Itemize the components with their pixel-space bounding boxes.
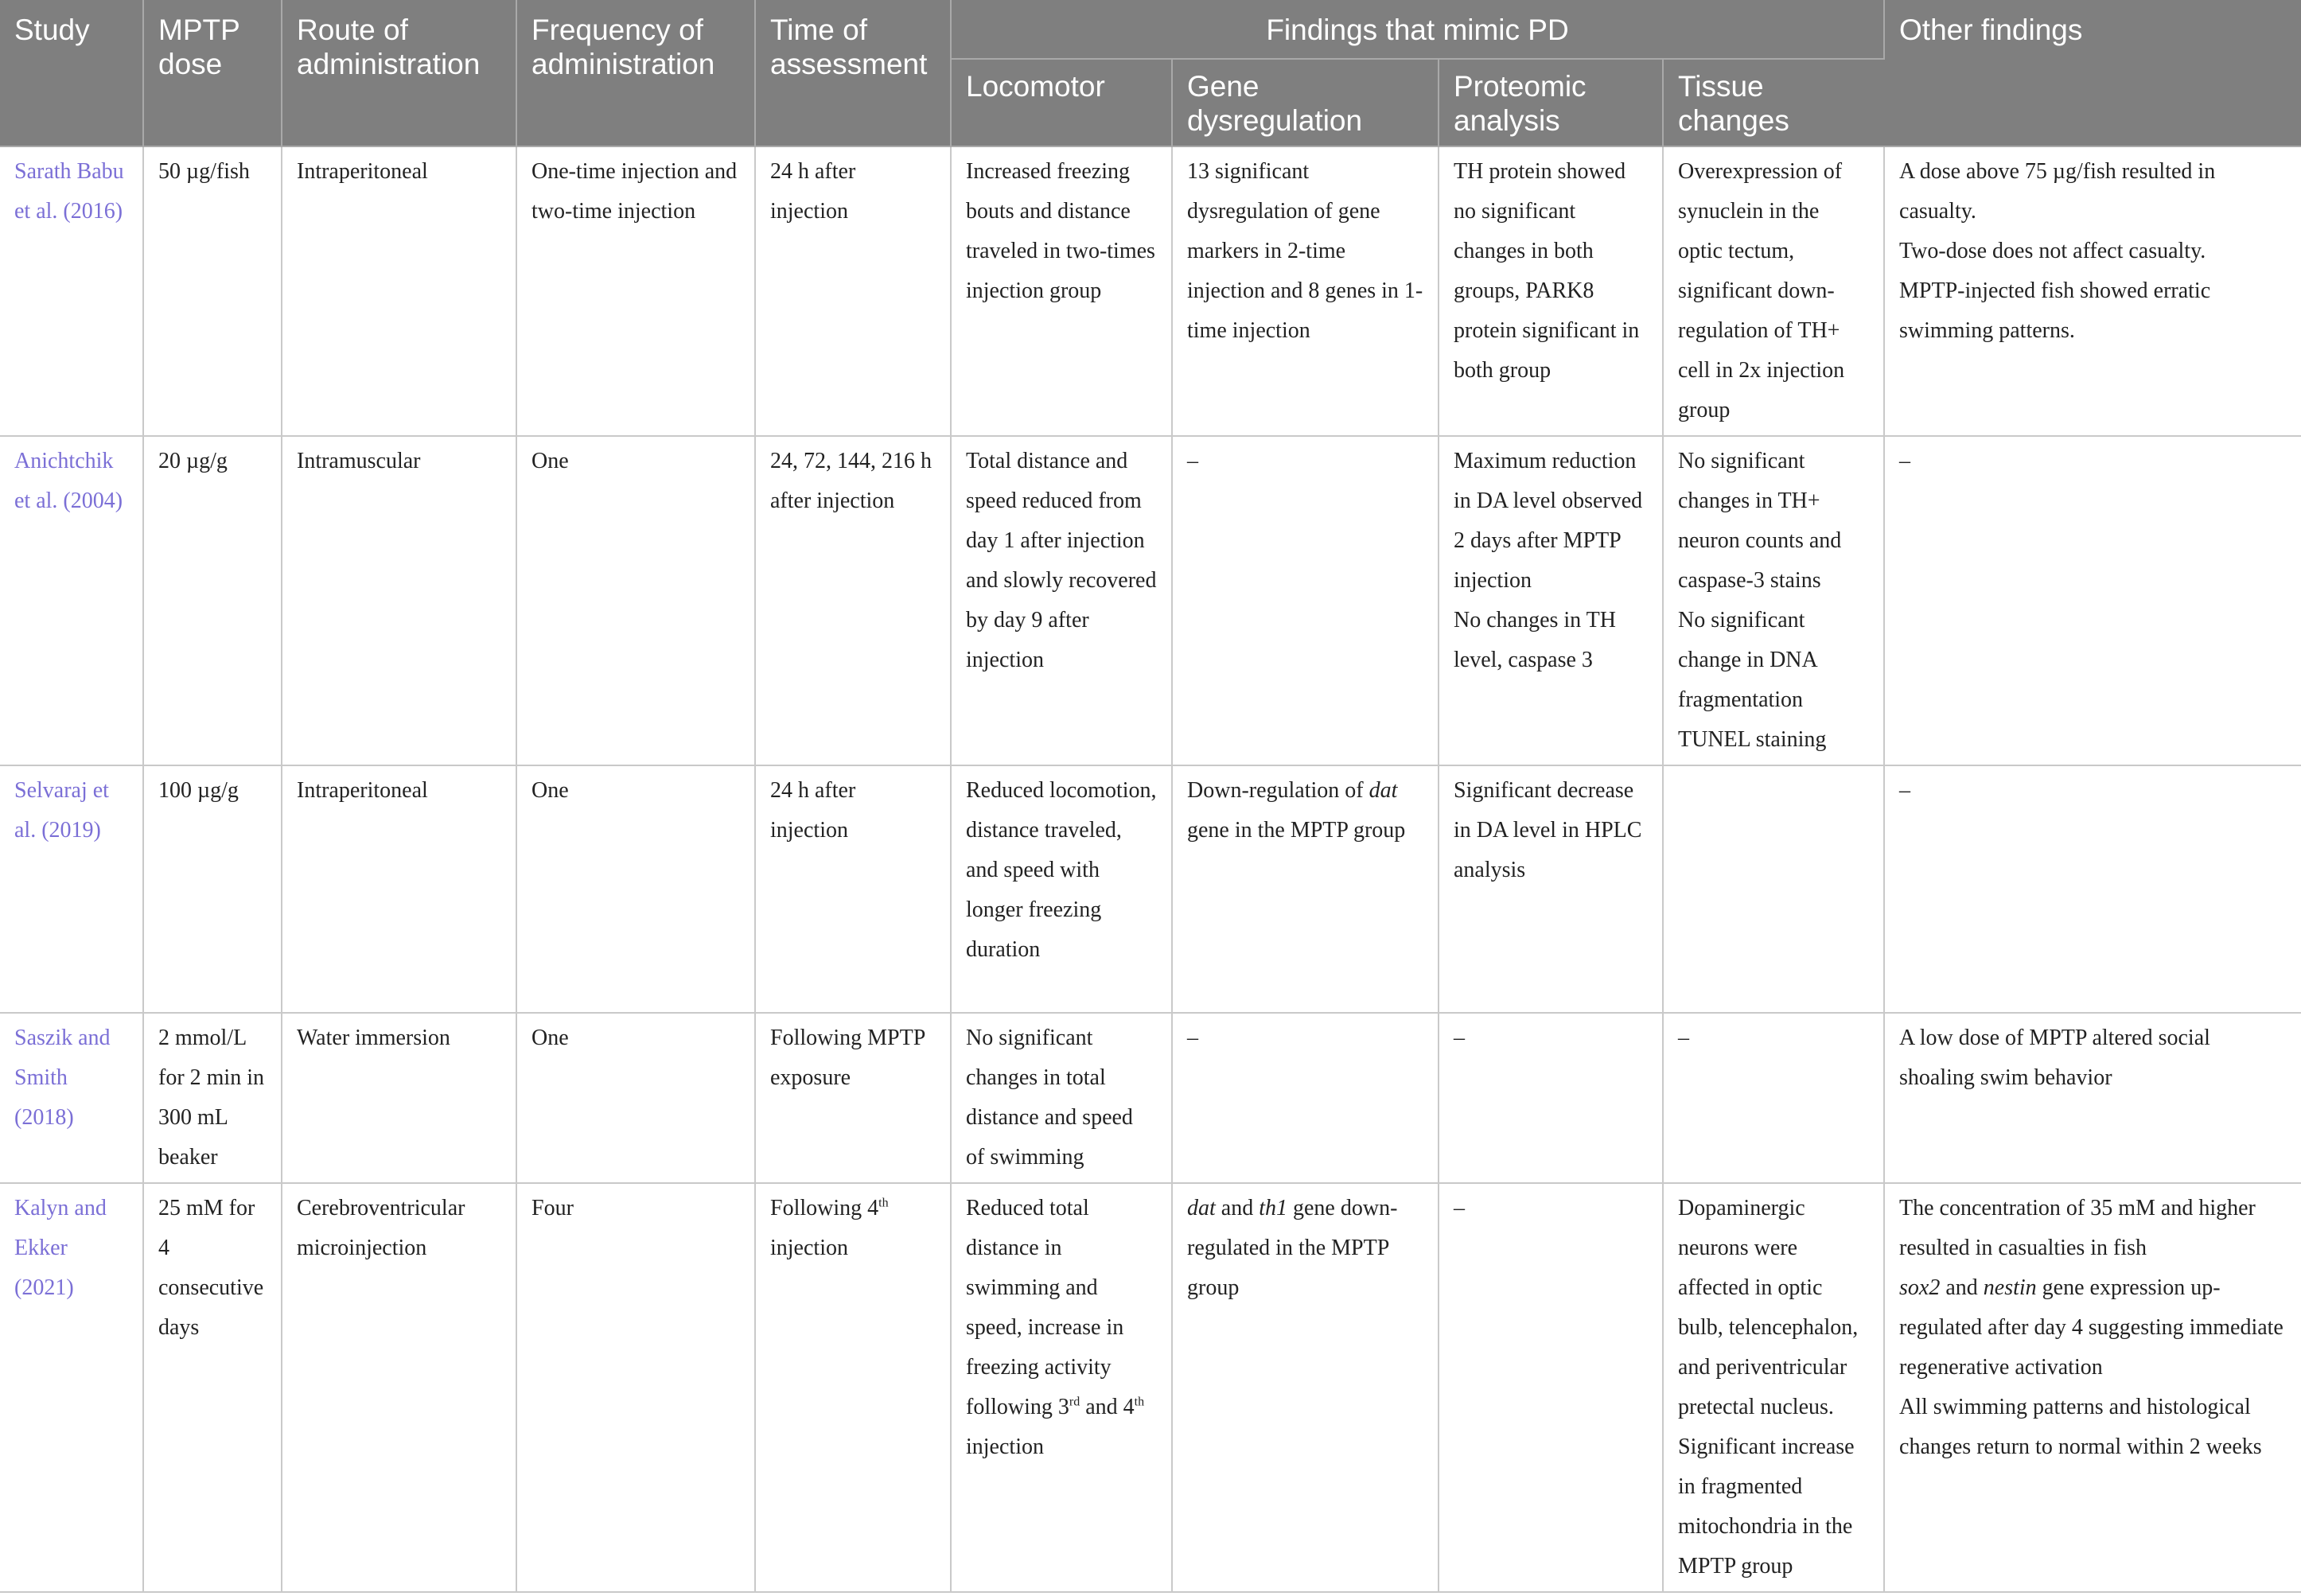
locomotor-text: and 4 [1080,1395,1135,1419]
proteomic-cell: TH protein showed no significant changes in both groups, PARK8 protein significant in both group [1439,146,1663,436]
route-cell: Intraperitoneal [282,146,516,436]
other-text: gene expression up-regulated after day 4 suggesting immediate regenerative activation [1899,1275,2283,1380]
time-cell: 24, 72, 144, 216 h after injection [755,436,951,765]
header-gene: Gene dysregulation [1172,59,1439,146]
locomotor-cell: Increased freezing bouts and distance traveled in two-times injection group [951,146,1172,436]
header-route: Route of administration [282,0,516,146]
other-cell: A low dose of MPTP altered social shoaling swim behavior [1884,1013,2301,1183]
gene-text: Down-regulation of [1187,778,1369,803]
proteomic-line: Maximum reduction in DA level observed 2 days after MPTP injection [1454,449,1643,593]
tissue-cell: Overexpression of synuclein in the optic tectum, significant down-regulation of TH+ cell in 2x injection group [1663,146,1884,436]
header-proteomic: Proteomic analysis [1439,59,1663,146]
other-italic: nestin [1983,1275,2037,1300]
time-sup: th [878,1196,889,1210]
proteomic-cell [1439,436,1663,765]
tissue-cell [1663,436,1884,765]
proteomic-line: No changes in TH level, caspase 3 [1454,608,1616,672]
locomotor-cell: No significant changes in total distance and speed of swimming [951,1013,1172,1183]
time-cell [755,1183,951,1592]
dose-cell: 20 µg/g [143,436,282,765]
time-text: Following 4 [770,1196,879,1220]
gene-italic: th1 [1259,1196,1287,1220]
gene-cell: – [1172,436,1439,765]
other-line: The concentration of 35 mM and higher resulted in casualties in fish [1899,1196,2256,1260]
gene-cell [1172,1183,1439,1592]
gene-italic: dat [1187,1196,1216,1220]
frequency-cell: One [516,1013,755,1183]
other-line [1899,1268,2287,1388]
header-locomotor: Locomotor [951,59,1172,146]
gene-italic: dat [1369,778,1398,803]
dose-cell: 25 mM for 4 consecutive days [143,1183,282,1592]
study-link[interactable]: Sarath Babu et al. (2016) [0,146,143,436]
locomotor-cell: Reduced locomotion, distance traveled, and speed with longer freezing duration [951,765,1172,1013]
table-header [0,0,2301,146]
proteomic-cell: – [1439,1013,1663,1183]
locomotor-sup: th [1134,1395,1145,1409]
header-study: Study [0,0,143,146]
time-text: injection [770,1236,848,1260]
table-row [0,436,2301,765]
tissue-cell [1663,1183,1884,1592]
study-link[interactable]: Anichtchik et al. (2004) [0,436,143,765]
table-row [0,1183,2301,1592]
frequency-cell: One [516,765,755,1013]
gene-text: gene down-regulated in the MPTP group [1187,1196,1398,1300]
gene-cell: 13 significant dysregulation of gene markers in 2-time injection and 8 genes in 1-time injection [1172,146,1439,436]
gene-cell [1172,765,1439,1013]
study-link[interactable]: Kalyn and Ekker (2021) [0,1183,143,1592]
table-row [0,146,2301,436]
table-body [0,146,2301,1592]
locomotor-text: Reduced total distance in swimming and speed, increase in freezing activity following 3 [966,1196,1124,1419]
table-row [0,1013,2301,1183]
study-link[interactable]: Saszik and Smith (2018) [0,1013,143,1183]
tissue-cell: – [1663,1013,1884,1183]
other-cell: – [1884,436,2301,765]
dose-cell: 50 µg/fish [143,146,282,436]
header-dose: MPTP dose [143,0,282,146]
time-cell: Following MPTP exposure [755,1013,951,1183]
dose-cell: 2 mmol/L for 2 min in 300 mL beaker [143,1013,282,1183]
other-cell [1884,1183,2301,1592]
proteomic-cell: – [1439,1183,1663,1592]
other-line: Two-dose does not affect casualty. [1899,239,2206,263]
time-cell: 24 h after injection [755,146,951,436]
header-findings-group: Findings that mimic PD [951,0,1884,59]
header-time: Time of assessment [755,0,951,146]
tissue-line: Significant increase in fragmented mitochondria in the MPTP group [1678,1434,1855,1578]
tissue-cell [1663,765,1884,1013]
tissue-line: Dopaminergic neurons were affected in optic bulb, telencephalon, and periventricular pretectal nucleus. [1678,1196,1859,1419]
route-cell: Intraperitoneal [282,765,516,1013]
route-cell: Cerebroventricular microinjection [282,1183,516,1592]
gene-text: and [1215,1196,1260,1220]
other-cell: – [1884,765,2301,1013]
route-cell: Intramuscular [282,436,516,765]
locomotor-sup: rd [1069,1395,1080,1409]
gene-text: gene in the MPTP group [1187,818,1406,843]
other-cell [1884,146,2301,436]
other-line: A dose above 75 µg/fish resulted in casualty. [1899,159,2216,224]
header-frequency: Frequency of administration [516,0,755,146]
other-text: and [1940,1275,1984,1300]
tissue-line: No significant change in DNA fragmentation TUNEL staining [1678,608,1827,752]
other-italic: sox2 [1899,1275,1941,1300]
header-other: Other findings [1884,0,2301,146]
time-cell: 24 h after injection [755,765,951,1013]
locomotor-cell [951,1183,1172,1592]
frequency-cell: One-time injection and two-time injection [516,146,755,436]
frequency-cell: One [516,436,755,765]
dose-cell: 100 µg/g [143,765,282,1013]
locomotor-text: injection [966,1434,1044,1459]
header-tissue: Tissue changes [1663,59,1884,146]
locomotor-cell: Total distance and speed reduced from day 1 after injection and slowly recovered by day 9 after injection [951,436,1172,765]
table-row [0,765,2301,1013]
gene-cell: – [1172,1013,1439,1183]
other-line: MPTP-injected fish showed erratic swimming patterns. [1899,278,2211,343]
other-line: All swimming patterns and histological changes return to normal within 2 weeks [1899,1395,2262,1459]
study-link[interactable]: Selvaraj et al. (2019) [0,765,143,1013]
tissue-line: No significant changes in TH+ neuron counts and caspase-3 stains [1678,449,1842,593]
route-cell: Water immersion [282,1013,516,1183]
proteomic-cell: Significant decrease in DA level in HPLC analysis [1439,765,1663,1013]
frequency-cell: Four [516,1183,755,1592]
